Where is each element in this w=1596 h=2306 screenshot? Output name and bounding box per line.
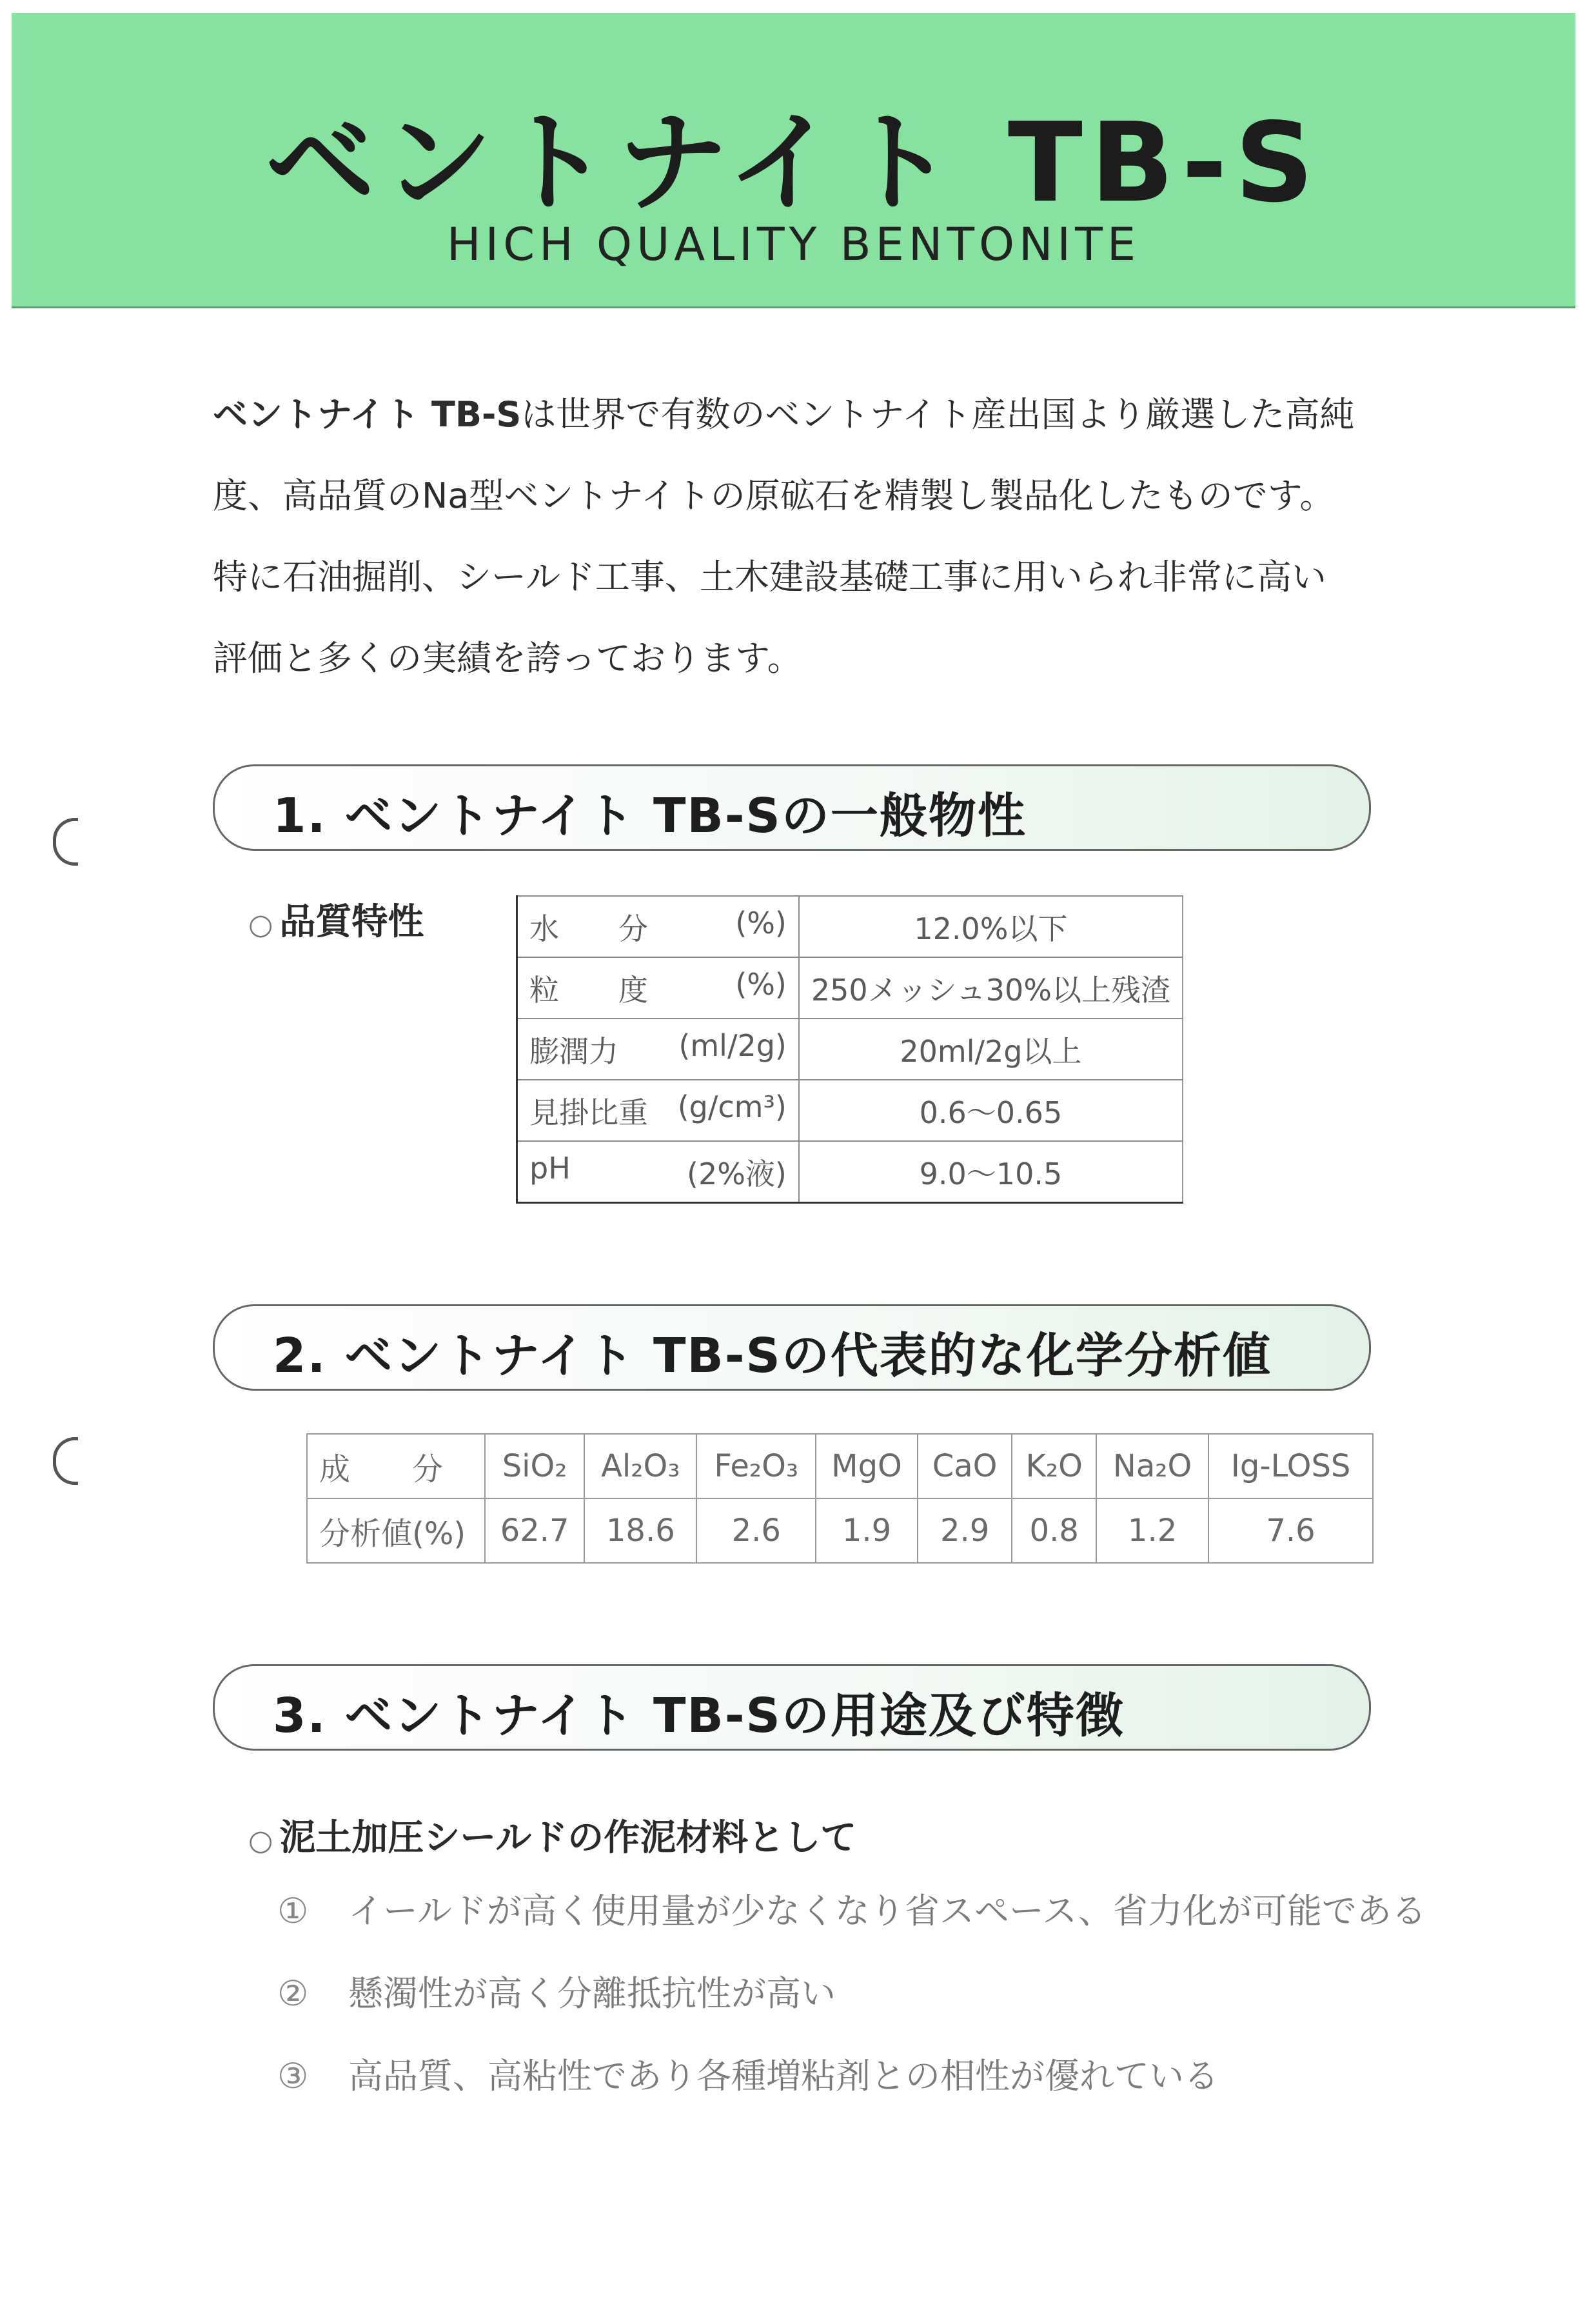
- intro-line-1-text: は世界で有数のベントナイト産出国より厳選した高純: [521, 394, 1355, 435]
- item-number: ③: [277, 2056, 309, 2096]
- component-label: SiO₂: [485, 1434, 584, 1498]
- table-row: [517, 1141, 1183, 1203]
- component-label: Fe₂O₃: [696, 1434, 816, 1498]
- property-name: 膨潤力: [529, 1033, 618, 1069]
- component-header: 成 分: [307, 1434, 485, 1498]
- intro-line-3: 特に石油掘削、シールド工事、土木建設基礎工事に用いられ非常に高い: [213, 557, 1326, 597]
- item-number: ①: [277, 1891, 309, 1931]
- property-unit: (g/cm³): [677, 1089, 787, 1124]
- item-text: 懸濁性が高く分離抵抗性が高い: [348, 1973, 836, 2014]
- intro-product-name: ベントナイト TB-S: [213, 394, 522, 435]
- quality-subheading: [248, 893, 424, 945]
- component-label: MgO: [816, 1434, 918, 1498]
- analysis-value: 2.9: [918, 1498, 1012, 1563]
- section-1-title: 1. ベントナイト TB-Sの一般物性: [273, 788, 1027, 844]
- section-3-title: 3. ベントナイト TB-Sの用途及び特徴: [273, 1688, 1125, 1744]
- property-name-cell: [517, 1141, 799, 1203]
- section-2-header: [213, 1304, 1371, 1391]
- property-value: 9.0～10.5: [799, 1141, 1183, 1203]
- list-item: [277, 1884, 1426, 1966]
- property-unit: (ml/2g): [678, 1028, 787, 1063]
- table-row: [517, 1080, 1183, 1141]
- analysis-value: 7.6: [1208, 1498, 1373, 1563]
- intro-line-4: 評価と多くの実績を誇っております。: [213, 638, 802, 679]
- uses-list: [277, 1884, 1426, 2131]
- property-name: 水 分: [529, 911, 648, 946]
- section-2-title: 2. ベントナイト TB-Sの代表的な化学分析値: [273, 1328, 1272, 1384]
- intro-paragraph: [213, 374, 1393, 699]
- table-header-row: [307, 1434, 1373, 1498]
- circle-bullet-icon: ○: [248, 908, 273, 941]
- property-unit: (%): [735, 905, 787, 940]
- property-value: 250メッシュ30%以上残渣: [799, 957, 1183, 1019]
- component-label: Al₂O₃: [584, 1434, 696, 1498]
- property-name-cell: [517, 896, 799, 957]
- property-name-cell: [517, 1080, 799, 1141]
- circle-bullet-icon: ○: [248, 1824, 273, 1857]
- table-row: [517, 896, 1183, 957]
- property-name: 粒 度: [529, 972, 648, 1008]
- binder-hole-mark: [53, 818, 78, 866]
- item-text: イールドが高く使用量が少なくなり省スペース、省力化が可能である: [348, 1891, 1426, 1931]
- property-value: 0.6～0.65: [799, 1080, 1183, 1141]
- uses-subheading-text: 泥土加圧シールドの作泥材料として: [279, 1817, 857, 1859]
- analysis-value: 62.7: [485, 1498, 584, 1563]
- property-name: pH: [529, 1150, 571, 1186]
- section-1-header: [213, 764, 1371, 851]
- analysis-value: 0.8: [1012, 1498, 1096, 1563]
- analysis-value: 1.2: [1096, 1498, 1208, 1563]
- page-subtitle: HICH QUALITY BENTONITE: [446, 218, 1141, 271]
- value-header: 分析値(%): [307, 1498, 485, 1563]
- property-name: 見掛比重: [529, 1095, 648, 1130]
- table-row: [307, 1498, 1373, 1563]
- property-unit: (2%液): [687, 1156, 787, 1191]
- component-label: Na₂O: [1096, 1434, 1208, 1498]
- component-label: CaO: [918, 1434, 1012, 1498]
- section-3-header: [213, 1664, 1371, 1751]
- list-item: [277, 1966, 1426, 2049]
- title-banner: [12, 13, 1575, 308]
- property-value: 12.0%以下: [799, 896, 1183, 957]
- analysis-value: 18.6: [584, 1498, 696, 1563]
- property-value: 20ml/2g以上: [799, 1019, 1183, 1080]
- analysis-value: 2.6: [696, 1498, 816, 1563]
- property-unit: (%): [735, 966, 787, 1002]
- table-row: [517, 1019, 1183, 1080]
- item-number: ②: [277, 1973, 309, 2014]
- component-label: K₂O: [1012, 1434, 1096, 1498]
- binder-hole-mark: [53, 1437, 78, 1485]
- item-text: 高品質、高粘性であり各種増粘剤との相性が優れている: [348, 2056, 1219, 2096]
- page-title: ベントナイト TB-S: [265, 99, 1322, 227]
- table-row: [517, 957, 1183, 1019]
- uses-subheading: [248, 1809, 856, 1861]
- analysis-value: 1.9: [816, 1498, 918, 1563]
- property-name-cell: [517, 1019, 799, 1080]
- quality-subheading-text: 品質特性: [279, 901, 424, 943]
- intro-line-1: [213, 374, 1393, 455]
- component-label: Ig-LOSS: [1208, 1434, 1373, 1498]
- property-name-cell: [517, 957, 799, 1019]
- list-item: [277, 2049, 1426, 2131]
- chemical-analysis-table: [306, 1433, 1374, 1564]
- properties-table: [516, 895, 1183, 1204]
- intro-line-2: 度、高品質のNa型ベントナイトの原砿石を精製し製品化したものです。: [213, 475, 1335, 516]
